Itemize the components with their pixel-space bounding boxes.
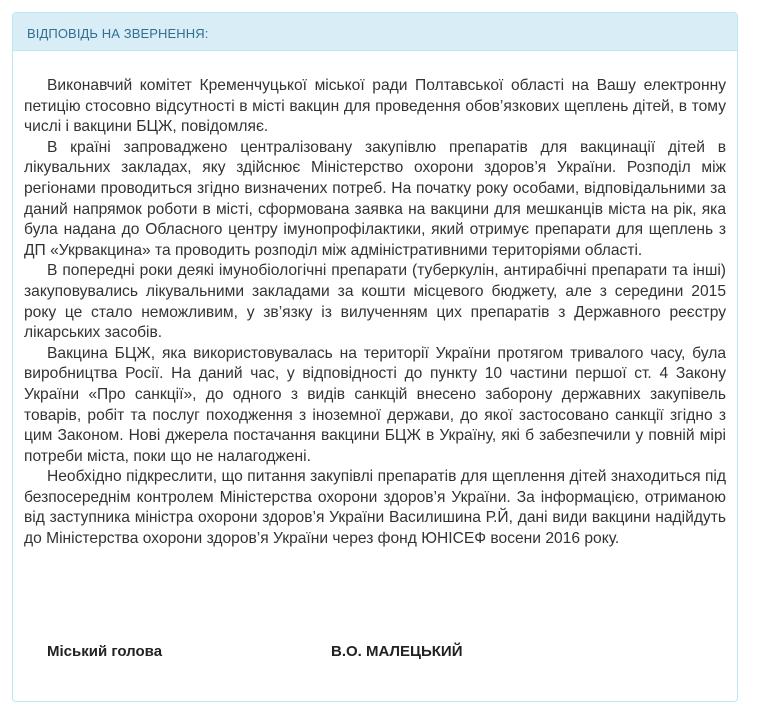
response-paragraph: Виконавчий комітет Кременчуцької міської ради Полтавської області на Вашу електронну петицію стосовно відсутності в місті вакцин для проведення обов’язкових щеплень дітей, в тому числі і вакцини БЦЖ, повідомляє.: [24, 77, 726, 136]
response-panel: [12, 12, 738, 702]
response-paragraph: Необхідно підкреслити, що питання закупівлі препаратів для щеплення дітей знаходиться під безпосереднім контролем Міністерства охорони здоров’я України. За інформацією, отриманою від заступника міністра охорони здоров’я України Василишина Р.Й, дані види вакцини надійдуть до Міністерства охорони здоров’я України через фонд ЮНІСЕФ восени 2016 року.: [24, 468, 726, 548]
response-paragraph: Вакцина БЦЖ, яка використовувалась на території України протягом тривалого часу, була виробництва Росії. На даний час, у відповідності до пункту 10 частини першої ст. 4 Закону України «Про санкції», до одного з видів санкцій внесено заборону державних закупівель товарів, робіт та послуг походження з іноземної держави, до якої застосовано санкції згідно з цим Законом. Нові джерела постачання вакцини БЦЖ в Україну, які б забезпечили у повній мірі потреби міста, поки що не налагоджені.: [24, 344, 726, 465]
response-body: [13, 51, 737, 550]
response-paragraph: В країні запроваджено централізовану закупівлю препаратів для вакцинації дітей в лікувальних закладах, яку здійснює Міністерство охорони здоров’я України. Розподіл між регіонами проводиться згідно визначених потреб. На початку року особами, відповідальними за даний напрямок роботи в місті, сформована заявка на вакцини для мешканців міста на рік, яка була надана до Обласного центру імунопрофілактики, який отримує препарати для щеплень з ДП «Укрвакцина» та проводить розподіл між адміністративними територіями області.: [24, 138, 726, 259]
response-paragraph: В попередні роки деякі імунобіологічні препарати (туберкулін, антирабічні препарати та інші) закуповувались лікувальними закладами за кошти місцевого бюджету, але з середини 2015 року це стало неможливим, у зв’язку із вилученням цих препаратів з Державного реєстру лікарських засобів.: [24, 262, 726, 342]
signature-position: Міський голова: [47, 643, 163, 660]
panel-title: ВІДПОВІДЬ НА ЗВЕРНЕННЯ:: [27, 26, 209, 41]
signature-name: В.О. МАЛЕЦЬКИЙ: [331, 643, 463, 660]
panel-heading: [13, 13, 737, 51]
